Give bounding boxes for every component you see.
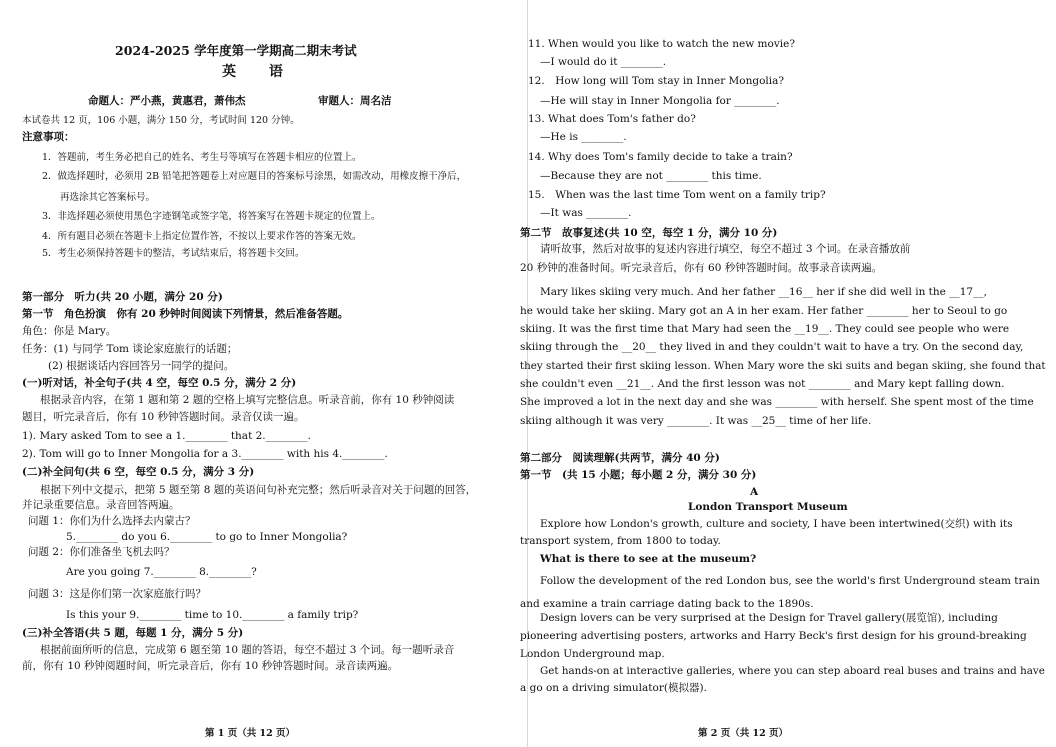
sub2-heading: (二)补全问句(共 6 空，每空 0.5 分，满分 3 分) [22, 466, 255, 478]
sub3-desc-1: 根据前面所听的信息，完成第 6 题至第 10 题的答语，每空不超过 3 个词。每一题听录音 [40, 644, 455, 656]
answer-14: —Because they are not ________ this time. [540, 170, 762, 182]
story-line-8: skiing although it was very ________. It was __25__ time of her life. [520, 415, 872, 427]
note-2: 2．做选择题时，必须用 2B 铅笔把答题卷上对应题目的答案标号涂黑，如需改动，用橡皮擦干净后， [42, 171, 467, 182]
passage-subhead: What is there to see at the museum? [540, 553, 757, 565]
passage-letter: A [750, 486, 759, 498]
passage-p4-a: Get hands-on at interactive galleries, where you can step aboard real buses and trains and have [540, 665, 1045, 677]
note-5: 5．考生必须保持答题卡的整洁，考试结束后，将答题卡交回。 [42, 248, 305, 259]
page-footer-2: 第 2 页（共 12 页） [698, 728, 789, 739]
story-line-4: skiing through the __20__ they lived in and they couldn't wait to have a try. On the second day, [520, 341, 1024, 353]
exam-intro: 本试卷共 12 页，106 小题，满分 150 分，考试时间 120 分钟。 [22, 115, 300, 126]
story-line-7: She improved a lot in the next day and she was ________ with herself. She spent most of the time [520, 396, 1034, 408]
section2-desc-1: 请听故事，然后对故事的复述内容进行填空，每空不超过 3 个词。在录音播放前 [540, 243, 911, 255]
note-1: 1．答题前，考生务必把自己的姓名、考生号等填写在答题卡相应的位置上。 [42, 152, 362, 163]
passage-p1-b: transport system, from 1800 to today. [520, 535, 721, 547]
note-4: 4．所有题目必须在答题卡上指定位置作答，不按以上要求作答的答案无效。 [42, 231, 362, 242]
sub1-desc-2: 题目，听完录音后，你有 10 秒钟答题时间。录音仅读一遍。 [22, 411, 305, 423]
written-question-3: 问题 3：这是你们第一次家庭旅行吗？ [28, 588, 207, 600]
section3-heading: 第一节 (共 15 小题；每小题 2 分，满分 30 分) [520, 469, 757, 481]
part1-heading: 第一部分 听力(共 20 小题，满分 20 分) [22, 291, 223, 303]
passage-title: London Transport Museum [688, 501, 848, 513]
page-footer-1: 第 1 页（共 12 页） [205, 728, 296, 739]
page-2 [520, 0, 1056, 747]
question-12: 12. How long will Tom stay in Inner Mongolia? [528, 75, 785, 87]
task-2: (2) 根据谈话内容回答另一同学的提问。 [48, 360, 235, 372]
question-2: 2). Tom will go to Inner Mongolia for a 3.________ with his 4.________. [22, 448, 388, 460]
written-question-3-en: Is this your 9.________ time to 10.________ a family trip? [66, 609, 359, 621]
authors: 命题人：严小燕，黄惠君，萧伟杰 [88, 95, 246, 107]
note-3: 3．非选择题必须使用黑色字迹钢笔或签字笔，将答案写在答题卡规定的位置上。 [42, 211, 381, 222]
passage-p3-a: Design lovers can be very surprised at the Design for Travel gallery(展览馆), including [540, 612, 998, 624]
section2-desc-2: 20 秒钟的准备时间。听完录音后，你有 60 秒钟答题时间。故事录音读两遍。 [520, 262, 883, 274]
written-question-2-en: Are you going 7.________ 8.________? [66, 566, 257, 578]
task-1: 任务：(1) 与同学 Tom 谈论家庭旅行的话题； [22, 343, 238, 355]
answer-11: —I would do it ________. [540, 56, 667, 68]
part2-heading: 第二部分 阅读理解(共两节，满分 40 分) [520, 452, 720, 464]
section2-heading: 第二节 故事复述(共 10 空，每空 1 分，满分 10 分) [520, 227, 778, 239]
sub2-desc-1: 根据下列中文提示，把第 5 题至第 8 题的英语问句补充完整；然后听录音对关于问题的回答， [40, 484, 477, 496]
written-question-1: 问题 1：你们为什么选择去内蒙古？ [28, 515, 196, 527]
question-11: 11. When would you like to watch the new movie? [528, 38, 795, 50]
answer-13: —He is ________. [540, 131, 627, 143]
passage-p2-b: and examine a train carriage dating back to the 1890s. [520, 598, 814, 610]
passage-p1-a: Explore how London's growth, culture and society, I have been intertwined(交织) with its [540, 518, 1013, 530]
role-text: 角色：你是 Mary。 [22, 325, 117, 337]
story-line-5: they started their first skiing lesson. When Mary wore the ski suits and began skiing, she found that [520, 360, 1046, 372]
question-14: 14. Why does Tom's family decide to take a train? [528, 151, 793, 163]
sub2-desc-2: 并记录重要信息。录音回答两遍。 [22, 499, 180, 511]
story-line-2: he would take her skiing. Mary got an A in her exam. Her father ________ her to Seoul to go [520, 305, 1008, 317]
sub3-heading: (三)补全答语(共 5 题，每题 1 分，满分 5 分) [22, 627, 244, 639]
exam-title: 2024-2025 学年度第一学期高二期末考试 [115, 43, 357, 58]
written-question-2: 问题 2：你们准备坐飞机去吗？ [28, 546, 175, 558]
written-question-1-en: 5.________ do you 6.________ to go to Inner Mongolia? [66, 531, 348, 543]
question-13: 13. What does Tom's father do? [528, 113, 696, 125]
passage-p4-b: a go on a driving simulator(模拟器). [520, 682, 707, 694]
story-line-3: skiing. It was the first time that Mary had seen the __19__. They could see people who were [520, 323, 1010, 335]
passage-p3-b: pioneering advertising posters, artworks and Harry Beck's first design for his ground-breaking [520, 630, 1027, 642]
sub3-desc-2: 前，你有 10 秒钟阅题时间，听完录音后，你有 10 秒钟答题时间。录音读两遍。 [22, 660, 399, 672]
section1-heading: 第一节 角色扮演 你有 20 秒钟时间阅读下列情景，然后准备答题。 [22, 308, 349, 320]
passage-p3-c: London Underground map. [520, 648, 665, 660]
answer-12: —He will stay in Inner Mongolia for ________. [540, 95, 780, 107]
sub1-desc-1: 根据录音内容，在第 1 题和第 2 题的空格上填写完整信息。听录音前，你有 10 秒钟阅读 [40, 394, 455, 406]
reviewer: 审题人：周名洁 [318, 95, 392, 107]
passage-p2-a: Follow the development of the red London bus, see the world's first Underground steam train [540, 575, 1040, 587]
notes-title: 注意事项： [22, 131, 75, 143]
story-line-1: Mary likes skiing very much. And her father __16__ her if she did well in the __17__, [540, 286, 987, 298]
story-line-6: she couldn't even __21__. And the first lesson was not ________ and Mary kept falling down. [520, 378, 1005, 390]
note-2-cont: 再选涂其它答案标号。 [60, 192, 156, 203]
question-15: 15. When was the last time Tom went on a family trip? [528, 189, 826, 201]
subject-title: 英 语 [222, 64, 297, 80]
question-1: 1). Mary asked Tom to see a 1.________ that 2.________. [22, 430, 311, 442]
sub1-heading: (一)听对话，补全句子(共 4 空，每空 0.5 分，满分 2 分) [22, 377, 297, 389]
answer-15: —It was ________. [540, 207, 632, 219]
